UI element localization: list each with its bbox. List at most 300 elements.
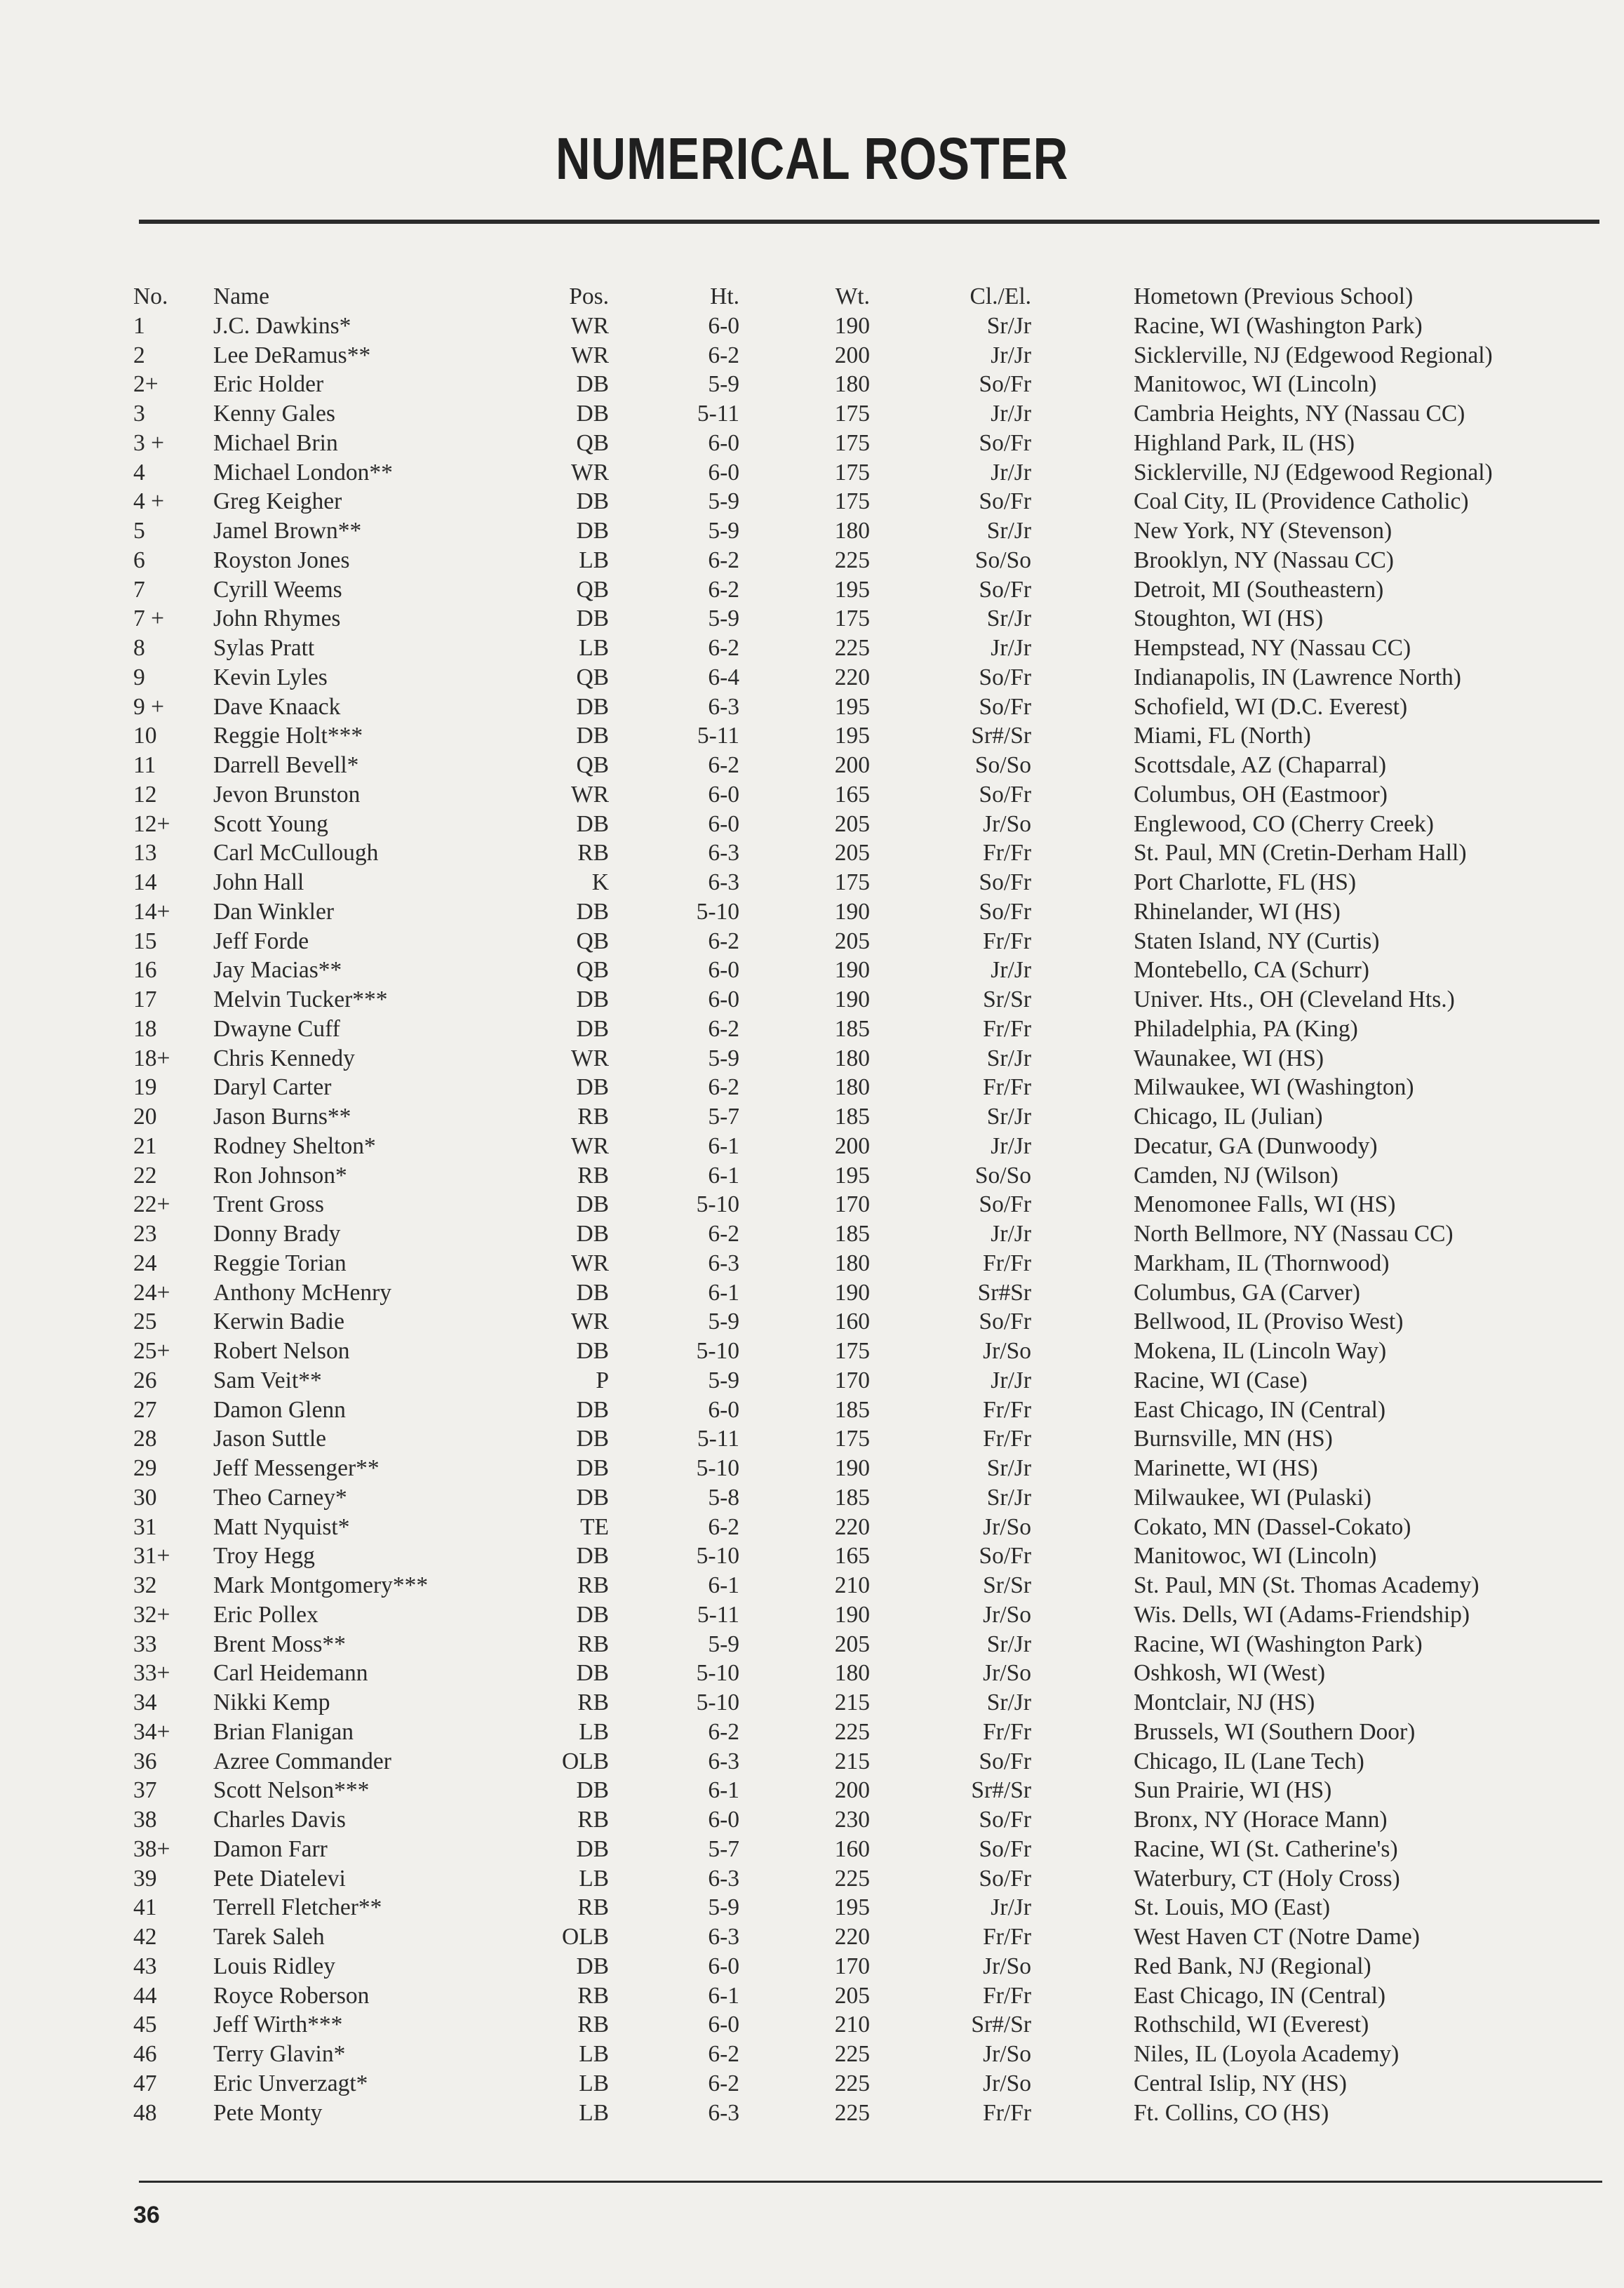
- player-class: Jr/Jr: [991, 401, 1031, 427]
- header-name: Name: [213, 283, 269, 309]
- bottom-divider: [139, 2181, 1602, 2183]
- player-position: RB: [577, 840, 609, 867]
- table-row: [0, 2010, 1624, 2040]
- player-hometown: Manitowoc, WI (Lincoln): [1134, 1543, 1377, 1570]
- player-name: Jamel Brown**: [213, 518, 362, 544]
- player-weight: 200: [834, 342, 870, 368]
- table-row: [0, 634, 1624, 663]
- player-weight: 185: [834, 1221, 870, 1247]
- player-position: WR: [571, 459, 609, 486]
- player-height: 6-1: [708, 1279, 739, 1306]
- player-number: 46: [133, 2041, 157, 2067]
- player-number: 44: [133, 1982, 157, 2009]
- player-position: K: [591, 869, 609, 895]
- player-name: Ron Johnson*: [213, 1162, 347, 1189]
- header-ht: Ht.: [710, 283, 739, 309]
- player-name: Daryl Carter: [213, 1074, 332, 1101]
- player-class: So/Fr: [979, 1835, 1031, 1862]
- player-class: Jr/So: [983, 810, 1031, 837]
- player-name: Eric Unverzagt*: [213, 2070, 368, 2096]
- player-number: 25: [133, 1309, 157, 1335]
- player-class: Jr/So: [983, 1953, 1031, 1979]
- player-class: So/Fr: [979, 693, 1031, 720]
- player-hometown: Univer. Hts., OH (Cleveland Hts.): [1134, 986, 1455, 1012]
- player-weight: 215: [834, 1690, 870, 1715]
- player-name: Louis Ridley: [213, 1953, 336, 1979]
- player-number: 4: [133, 459, 145, 486]
- player-position: RB: [577, 2012, 609, 2038]
- player-name: Kerwin Badie: [213, 1309, 344, 1335]
- player-class: Fr/Fr: [983, 1250, 1031, 1276]
- player-weight: 160: [834, 1835, 870, 1862]
- player-position: WR: [571, 1045, 609, 1071]
- player-hometown: Scottsdale, AZ (Chaparral): [1134, 752, 1387, 778]
- header-hometown: Hometown (Previous School): [1134, 283, 1414, 309]
- player-hometown: Schofield, WI (D.C. Everest): [1134, 693, 1408, 720]
- player-hometown: Montebello, CA (Schurr): [1134, 957, 1369, 984]
- player-hometown: Racine, WI (Washington Park): [1134, 312, 1423, 339]
- table-row: [0, 1659, 1624, 1688]
- table-row: [0, 1366, 1624, 1396]
- player-position: WR: [571, 1132, 609, 1159]
- table-row: [0, 1688, 1624, 1718]
- player-class: So/Fr: [979, 1543, 1031, 1570]
- table-row: [0, 1161, 1624, 1191]
- player-weight: 205: [834, 1631, 870, 1657]
- player-number: 25+: [133, 1338, 170, 1364]
- player-position: LB: [579, 1718, 609, 1745]
- player-hometown: Bronx, NY (Horace Mann): [1134, 1807, 1388, 1833]
- player-class: Sr/Jr: [986, 1631, 1031, 1657]
- player-weight: 200: [834, 1777, 870, 1804]
- player-name: Brent Moss**: [213, 1631, 346, 1657]
- player-number: 9: [133, 664, 145, 690]
- player-hometown: Marinette, WI (HS): [1134, 1455, 1318, 1481]
- player-weight: 180: [834, 518, 870, 544]
- player-hometown: Racine, WI (Washington Park): [1134, 1631, 1423, 1657]
- header-wt: Wt.: [835, 283, 870, 309]
- player-height: 5-9: [708, 606, 739, 632]
- player-name: Rodney Shelton*: [213, 1132, 376, 1159]
- player-height: 6-3: [708, 1748, 739, 1774]
- player-hometown: Brooklyn, NY (Nassau CC): [1134, 547, 1394, 573]
- player-name: Troy Hegg: [213, 1543, 315, 1570]
- player-hometown: Niles, IL (Loyola Academy): [1134, 2041, 1400, 2067]
- player-number: 41: [133, 1894, 157, 1921]
- player-hometown: St. Louis, MO (East): [1134, 1894, 1331, 1921]
- player-position: DB: [576, 1660, 609, 1687]
- player-height: 6-0: [708, 1807, 739, 1833]
- player-weight: 170: [834, 1367, 870, 1393]
- player-height: 6-0: [708, 459, 739, 486]
- player-hometown: New York, NY (Stevenson): [1134, 518, 1393, 544]
- player-position: RB: [577, 1162, 609, 1189]
- player-height: 6-0: [708, 781, 739, 808]
- player-hometown: Rothschild, WI (Everest): [1134, 2012, 1369, 2038]
- player-weight: 175: [834, 1426, 870, 1452]
- player-class: Sr/Sr: [983, 1572, 1031, 1598]
- player-number: 22+: [133, 1191, 170, 1218]
- player-weight: 225: [834, 1865, 870, 1892]
- player-weight: 190: [834, 1455, 870, 1481]
- player-height: 5-9: [708, 1631, 739, 1657]
- player-name: Reggie Torian: [213, 1250, 347, 1276]
- player-position: QB: [576, 957, 609, 984]
- table-row: [0, 341, 1624, 370]
- player-name: Carl McCullough: [213, 840, 379, 867]
- player-weight: 190: [834, 898, 870, 925]
- player-name: Royston Jones: [213, 547, 350, 573]
- table-row: [0, 1337, 1624, 1366]
- table-row: [0, 721, 1624, 751]
- player-hometown: Stoughton, WI (HS): [1134, 606, 1324, 632]
- player-height: 5-9: [708, 488, 739, 515]
- player-class: Sr/Jr: [986, 606, 1031, 632]
- player-name: Dave Knaack: [213, 693, 341, 720]
- player-number: 36: [133, 1748, 157, 1774]
- player-height: 6-1: [708, 1982, 739, 2009]
- player-name: Dwayne Cuff: [213, 1015, 340, 1042]
- player-hometown: Mokena, IL (Lincoln Way): [1134, 1338, 1387, 1364]
- player-position: LB: [579, 1865, 609, 1892]
- player-number: 15: [133, 928, 157, 954]
- player-height: 6-2: [708, 752, 739, 778]
- table-row: [0, 1015, 1624, 1044]
- player-weight: 180: [834, 1074, 870, 1101]
- player-class: Jr/Jr: [991, 459, 1031, 486]
- player-height: 5-10: [696, 1455, 739, 1481]
- player-position: QB: [576, 576, 609, 603]
- player-class: Jr/Jr: [991, 635, 1031, 661]
- table-row: [0, 1805, 1624, 1835]
- player-number: 21: [133, 1132, 157, 1159]
- player-weight: 185: [834, 1396, 870, 1423]
- player-hometown: Cambria Heights, NY (Nassau CC): [1134, 401, 1465, 427]
- player-height: 6-2: [708, 1513, 739, 1540]
- player-height: 6-0: [708, 2012, 739, 2038]
- player-weight: 190: [834, 1601, 870, 1628]
- table-row: [0, 575, 1624, 605]
- player-hometown: Ft. Collins, CO (HS): [1134, 2099, 1329, 2126]
- player-hometown: Montclair, NJ (HS): [1134, 1690, 1315, 1715]
- player-class: Fr/Fr: [983, 928, 1031, 954]
- player-number: 4 +: [133, 488, 165, 515]
- player-name: Royce Roberson: [213, 1982, 370, 2009]
- player-height: 6-0: [708, 957, 739, 984]
- player-class: Jr/So: [983, 1338, 1031, 1364]
- player-position: QB: [576, 752, 609, 778]
- player-position: WR: [571, 312, 609, 339]
- player-height: 5-11: [697, 401, 739, 427]
- player-class: So/Fr: [979, 664, 1031, 690]
- player-height: 5-7: [708, 1835, 739, 1862]
- player-weight: 190: [834, 957, 870, 984]
- player-hometown: Detroit, MI (Southeastern): [1134, 576, 1384, 603]
- player-height: 6-1: [708, 1162, 739, 1189]
- player-position: RB: [577, 1807, 609, 1833]
- player-position: DB: [576, 518, 609, 544]
- player-position: LB: [579, 2041, 609, 2067]
- player-hometown: Staten Island, NY (Curtis): [1134, 928, 1380, 954]
- player-height: 6-2: [708, 1074, 739, 1101]
- player-name: Melvin Tucker***: [213, 986, 388, 1012]
- player-weight: 180: [834, 371, 870, 398]
- player-name: John Rhymes: [213, 606, 341, 632]
- player-position: DB: [576, 606, 609, 632]
- player-hometown: West Haven CT (Notre Dame): [1134, 1924, 1420, 1950]
- player-name: Kenny Gales: [213, 401, 335, 427]
- player-class: Fr/Fr: [983, 1982, 1031, 2009]
- player-height: 5-11: [697, 723, 739, 749]
- player-position: DB: [576, 371, 609, 398]
- player-class: Fr/Fr: [983, 1426, 1031, 1452]
- player-position: RB: [577, 1631, 609, 1657]
- player-name: Matt Nyquist*: [213, 1513, 350, 1540]
- player-name: Terrell Fletcher**: [213, 1894, 382, 1921]
- table-row: [0, 1396, 1624, 1425]
- player-weight: 225: [834, 547, 870, 573]
- player-height: 6-2: [708, 928, 739, 954]
- player-number: 38+: [133, 1835, 170, 1862]
- table-row: [0, 1190, 1624, 1219]
- player-height: 6-3: [708, 1865, 739, 1892]
- table-row: [0, 897, 1624, 927]
- player-hometown: Racine, WI (St. Catherine's): [1134, 1835, 1398, 1862]
- player-class: Sr/Jr: [986, 1690, 1031, 1715]
- player-class: Sr/Jr: [986, 1484, 1031, 1511]
- player-name: Jeff Messenger**: [213, 1455, 380, 1481]
- player-class: So/So: [974, 547, 1031, 573]
- player-name: Terry Glavin*: [213, 2041, 346, 2067]
- player-hometown: Highland Park, IL (HS): [1134, 429, 1355, 456]
- player-class: Jr/Jr: [991, 1894, 1031, 1921]
- player-height: 6-0: [708, 1396, 739, 1423]
- player-hometown: Rhinelander, WI (HS): [1134, 898, 1341, 925]
- player-name: Reggie Holt***: [213, 723, 363, 749]
- player-name: Jevon Brunston: [213, 781, 361, 808]
- player-hometown: Indianapolis, IN (Lawrence North): [1134, 664, 1461, 690]
- player-name: Tarek Saleh: [213, 1924, 325, 1950]
- player-number: 7: [133, 576, 145, 603]
- player-class: Jr/So: [983, 1513, 1031, 1540]
- table-row: [0, 1454, 1624, 1483]
- player-name: Damon Glenn: [213, 1396, 346, 1423]
- player-name: Sam Veit**: [213, 1367, 322, 1393]
- player-position: DB: [576, 1221, 609, 1247]
- player-number: 45: [133, 2012, 157, 2038]
- player-hometown: Chicago, IL (Julian): [1134, 1104, 1323, 1130]
- player-weight: 225: [834, 1718, 870, 1745]
- player-height: 6-2: [708, 576, 739, 603]
- player-weight: 175: [834, 488, 870, 515]
- player-number: 48: [133, 2099, 157, 2126]
- player-height: 6-3: [708, 1924, 739, 1950]
- roster-rows: [0, 312, 1624, 2128]
- player-number: 14+: [133, 898, 170, 925]
- table-row: [0, 1483, 1624, 1513]
- player-hometown: Red Bank, NJ (Regional): [1134, 1953, 1371, 1979]
- table-row: [0, 1718, 1624, 1747]
- player-weight: 180: [834, 1250, 870, 1276]
- player-number: 17: [133, 986, 157, 1012]
- player-hometown: Decatur, GA (Dunwoody): [1134, 1132, 1378, 1159]
- player-weight: 220: [834, 664, 870, 690]
- player-class: So/Fr: [979, 781, 1031, 808]
- player-class: Fr/Fr: [983, 1015, 1031, 1042]
- player-class: Sr#Sr: [977, 1279, 1031, 1306]
- player-weight: 215: [834, 1748, 870, 1774]
- player-class: So/Fr: [979, 576, 1031, 603]
- player-hometown: North Bellmore, NY (Nassau CC): [1134, 1221, 1454, 1247]
- player-position: DB: [576, 1953, 609, 1979]
- player-position: QB: [576, 928, 609, 954]
- table-row: [0, 663, 1624, 693]
- player-height: 6-1: [708, 1132, 739, 1159]
- player-height: 5-11: [697, 1601, 739, 1628]
- player-position: DB: [576, 1835, 609, 1862]
- player-name: Darrell Bevell*: [213, 752, 359, 778]
- table-row: [0, 1630, 1624, 1659]
- player-weight: 210: [834, 1572, 870, 1598]
- player-position: QB: [576, 429, 609, 456]
- player-weight: 205: [834, 840, 870, 867]
- table-row: [0, 1424, 1624, 1454]
- player-number: 14: [133, 869, 157, 895]
- header-class: Cl./El.: [969, 283, 1031, 309]
- player-class: Jr/Jr: [991, 1221, 1031, 1247]
- player-height: 6-2: [708, 2041, 739, 2067]
- player-number: 37: [133, 1777, 157, 1804]
- player-position: LB: [579, 2099, 609, 2126]
- player-hometown: Hempstead, NY (Nassau CC): [1134, 635, 1411, 661]
- player-number: 24+: [133, 1279, 170, 1306]
- player-weight: 195: [834, 1894, 870, 1921]
- table-row: [0, 458, 1624, 488]
- player-hometown: St. Paul, MN (St. Thomas Academy): [1134, 1572, 1479, 1598]
- player-class: So/Fr: [979, 1865, 1031, 1892]
- page-number: 36: [133, 2202, 160, 2228]
- player-name: Robert Nelson: [213, 1338, 350, 1364]
- player-height: 5-7: [708, 1104, 739, 1130]
- player-class: Fr/Fr: [983, 840, 1031, 867]
- player-position: DB: [576, 1484, 609, 1511]
- player-hometown: East Chicago, IN (Central): [1134, 1982, 1386, 2009]
- player-name: Scott Young: [213, 810, 328, 837]
- player-hometown: Columbus, GA (Carver): [1134, 1279, 1360, 1306]
- table-row: [0, 1219, 1624, 1249]
- table-row: [0, 1893, 1624, 1922]
- player-number: 9 +: [133, 693, 165, 720]
- header-row: [0, 282, 1624, 312]
- player-height: 6-3: [708, 869, 739, 895]
- page-title: NUMERICAL ROSTER: [555, 126, 1069, 192]
- player-position: DB: [576, 488, 609, 515]
- player-position: RB: [577, 1690, 609, 1715]
- player-height: 5-10: [696, 1191, 739, 1218]
- player-weight: 180: [834, 1045, 870, 1071]
- player-name: Scott Nelson***: [213, 1777, 370, 1804]
- table-row: [0, 1307, 1624, 1337]
- table-row: [0, 693, 1624, 722]
- player-height: 6-2: [708, 2070, 739, 2096]
- player-number: 33+: [133, 1660, 170, 1687]
- player-name: Dan Winkler: [213, 898, 334, 925]
- player-name: Jason Burns**: [213, 1104, 351, 1130]
- player-position: WR: [571, 1250, 609, 1276]
- player-class: Sr/Sr: [983, 986, 1031, 1012]
- player-name: Charles Davis: [213, 1807, 346, 1833]
- player-number: 12: [133, 781, 157, 808]
- player-class: Jr/Jr: [991, 1367, 1031, 1393]
- player-height: 6-3: [708, 1250, 739, 1276]
- player-position: DB: [576, 1338, 609, 1364]
- table-row: [0, 1864, 1624, 1894]
- player-weight: 165: [834, 781, 870, 808]
- player-number: 13: [133, 840, 157, 867]
- player-weight: 175: [834, 459, 870, 486]
- player-name: Jeff Forde: [213, 928, 309, 954]
- player-name: Cyrill Weems: [213, 576, 342, 603]
- player-weight: 195: [834, 1162, 870, 1189]
- player-position: DB: [576, 723, 609, 749]
- player-number: 42: [133, 1924, 157, 1950]
- player-hometown: Bellwood, IL (Proviso West): [1134, 1309, 1404, 1335]
- player-name: Sylas Pratt: [213, 635, 315, 661]
- top-divider: [139, 220, 1599, 224]
- player-class: So/Fr: [979, 1807, 1031, 1833]
- table-row: [0, 1132, 1624, 1161]
- player-height: 6-3: [708, 693, 739, 720]
- player-hometown: Brussels, WI (Southern Door): [1134, 1718, 1416, 1745]
- player-name: Jeff Wirth***: [213, 2012, 343, 2038]
- player-number: 47: [133, 2070, 157, 2096]
- player-name: Jason Suttle: [213, 1426, 326, 1452]
- player-weight: 205: [834, 928, 870, 954]
- player-name: Brian Flanigan: [213, 1718, 354, 1745]
- player-height: 6-0: [708, 429, 739, 456]
- player-position: DB: [576, 693, 609, 720]
- player-weight: 220: [834, 1924, 870, 1950]
- player-weight: 185: [834, 1015, 870, 1042]
- player-height: 6-0: [708, 986, 739, 1012]
- table-row: [0, 604, 1624, 634]
- player-weight: 225: [834, 2070, 870, 2096]
- player-name: Chris Kennedy: [213, 1045, 355, 1071]
- player-class: So/Fr: [979, 488, 1031, 515]
- player-name: J.C. Dawkins*: [213, 312, 351, 339]
- player-class: Fr/Fr: [983, 1924, 1031, 1950]
- player-position: QB: [576, 664, 609, 690]
- player-height: 6-2: [708, 635, 739, 661]
- header-no: No.: [133, 283, 168, 309]
- player-weight: 180: [834, 1660, 870, 1687]
- table-row: [0, 1981, 1624, 2011]
- player-hometown: Port Charlotte, FL (HS): [1134, 869, 1356, 895]
- player-height: 6-0: [708, 810, 739, 837]
- player-class: So/Fr: [979, 898, 1031, 925]
- player-number: 24: [133, 1250, 157, 1276]
- table-row: [0, 1513, 1624, 1542]
- table-row: [0, 1835, 1624, 1864]
- player-weight: 200: [834, 1132, 870, 1159]
- player-class: So/Fr: [979, 1191, 1031, 1218]
- table-row: [0, 1249, 1624, 1278]
- player-name: Kevin Lyles: [213, 664, 328, 690]
- player-hometown: East Chicago, IN (Central): [1134, 1396, 1386, 1423]
- table-row: [0, 2040, 1624, 2069]
- player-height: 5-11: [697, 1426, 739, 1452]
- player-hometown: Menomonee Falls, WI (HS): [1134, 1191, 1396, 1218]
